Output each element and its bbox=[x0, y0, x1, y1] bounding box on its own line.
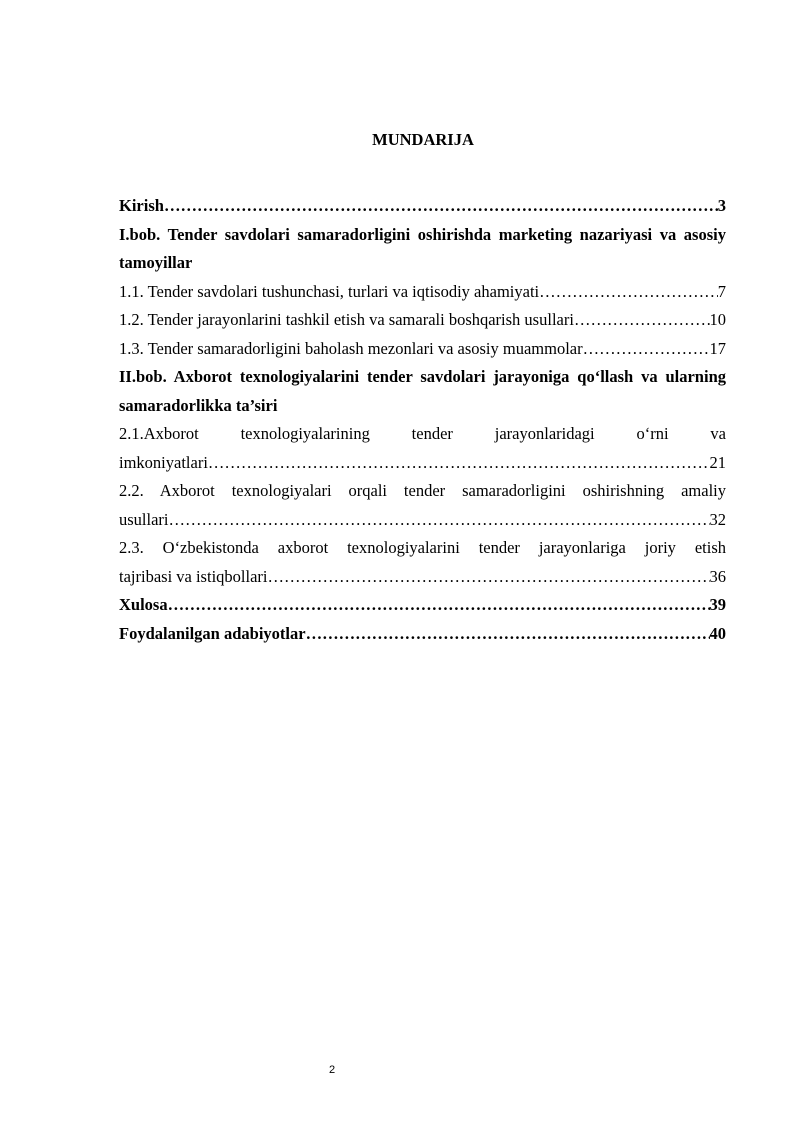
toc-entry-label-line1: 2.1.Axborot texnologiyalarining tender jarayonlaridagi o‘rni va bbox=[119, 424, 726, 443]
toc-leader-dots bbox=[574, 306, 710, 335]
toc-entry-kirish[interactable] bbox=[119, 192, 726, 221]
toc-entry-page: 32 bbox=[709, 509, 726, 529]
toc-entry-label-line2: tajribasi va istiqbollari bbox=[119, 566, 268, 586]
toc-entry-page: 36 bbox=[709, 566, 726, 586]
toc-entry-2-1[interactable] bbox=[119, 420, 726, 477]
toc-entry-2-3[interactable] bbox=[119, 534, 726, 591]
toc-entry-label: Xulosa bbox=[119, 595, 168, 614]
toc-entry-page: 17 bbox=[709, 338, 726, 358]
toc-leader-dots bbox=[306, 620, 710, 649]
toc-entry-label-line1: 2.2. Axborot texnologiyalari orqali tender samaradorligini oshirishning amaliy bbox=[119, 481, 726, 500]
toc-entry-label: 1.2. Tender jarayonlarini tashkil etish va samarali boshqarish usullari bbox=[119, 310, 574, 329]
toc-entry-1-1[interactable] bbox=[119, 278, 726, 307]
toc-entry-page: 21 bbox=[709, 452, 726, 472]
toc-entry-page: 7 bbox=[717, 281, 726, 301]
toc-leader-dots bbox=[539, 278, 718, 307]
toc-leader-dots bbox=[583, 335, 710, 364]
toc-entry-page: 10 bbox=[709, 310, 726, 329]
toc-entry-page: 3 bbox=[717, 196, 726, 215]
toc-entry-label: 1.3. Tender samaradorligini baholash mezonlari va asosiy muammolar bbox=[119, 338, 583, 358]
toc-entry-label-line1: 2.3. O‘zbekistonda axborot texnologiyalarini tender jarayonlariga joriy etish bbox=[119, 538, 726, 557]
toc-leader-dots bbox=[168, 591, 710, 620]
toc-entry-page: 39 bbox=[709, 595, 726, 614]
toc-leader-dots bbox=[169, 506, 710, 535]
table-of-contents bbox=[119, 192, 726, 648]
toc-leader-dots bbox=[164, 192, 718, 221]
page-title: MUNDARIJA bbox=[372, 130, 474, 149]
toc-entry-label: Kirish bbox=[119, 196, 164, 215]
toc-entry-page: 40 bbox=[709, 623, 726, 643]
toc-entry-label: 1.1. Tender savdolari tushunchasi, turlari va iqtisodiy ahamiyati bbox=[119, 281, 540, 301]
toc-entry-xulosa[interactable] bbox=[119, 591, 726, 620]
toc-leader-dots bbox=[208, 449, 710, 478]
toc-chapter-heading-1[interactable]: I.bob. Tender savdolari samaradorligini oshirishda marketing nazariyasi va asosiy tamoyillar bbox=[119, 224, 726, 272]
toc-leader-dots bbox=[267, 563, 709, 592]
toc-entry-1-3[interactable] bbox=[119, 335, 726, 364]
page-number: 2 bbox=[328, 1064, 336, 1076]
toc-entry-label: Foydalanilgan adabiyotlar bbox=[119, 623, 306, 643]
toc-entry-label-line2: usullari bbox=[119, 509, 169, 529]
toc-chapter-heading-2[interactable]: II.bob. Axborot texnologiyalarini tender savdolari jarayoniga qo‘llash va ularning samaradorlikka ta’siri bbox=[119, 367, 726, 415]
toc-entry-label-line2: imkoniyatlari bbox=[119, 452, 208, 472]
toc-entry-1-2[interactable] bbox=[119, 306, 726, 335]
toc-entry-adabiyotlar[interactable] bbox=[119, 620, 726, 649]
toc-entry-2-2[interactable] bbox=[119, 477, 726, 534]
